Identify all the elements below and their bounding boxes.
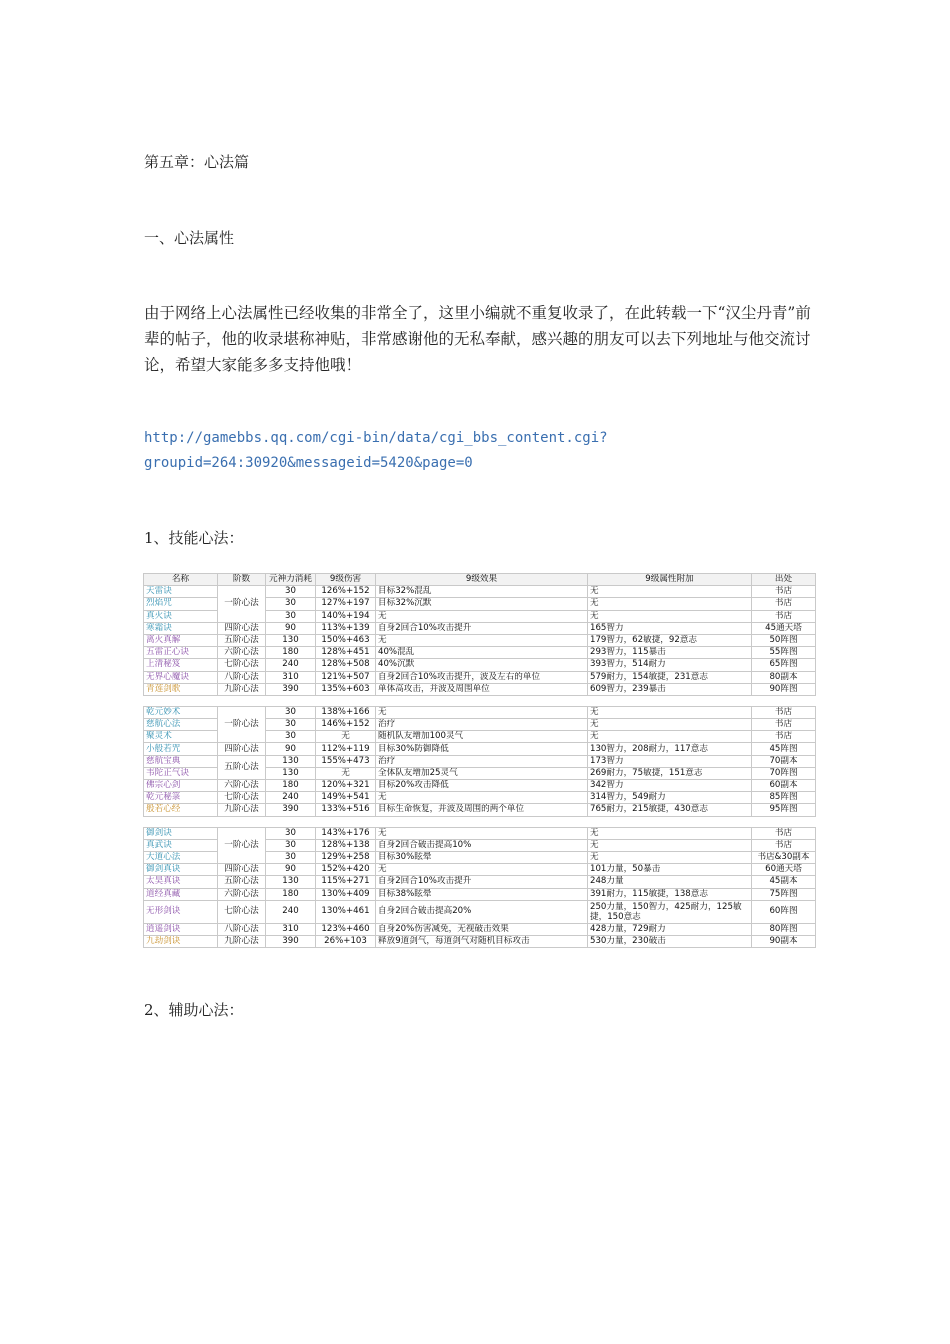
table-row <box>144 923 816 935</box>
cell-cost: 390 <box>266 804 316 816</box>
cell-damage: 113%+139 <box>316 622 376 634</box>
cell-cost: 130 <box>266 767 316 779</box>
cell-attribute: 165智力 <box>588 622 752 634</box>
cell-source: 书店 <box>752 610 816 622</box>
cell-effect: 全体队友增加25灵气 <box>376 767 588 779</box>
cell-attribute: 250力量，150智力，425耐力，125敏捷，150意志 <box>588 900 752 923</box>
cell-tier: 九阶心法 <box>218 683 266 695</box>
cell-effect: 无 <box>376 610 588 622</box>
cell-damage: 121%+507 <box>316 671 376 683</box>
cell-source: 书店 <box>752 598 816 610</box>
cell-name: 寒霜诀 <box>144 622 218 634</box>
table-row <box>144 622 816 634</box>
table-row <box>144 804 816 816</box>
cell-damage: 无 <box>316 767 376 779</box>
cell-name: 上清秘笈 <box>144 659 218 671</box>
source-link[interactable] <box>144 426 608 476</box>
cell-effect: 无 <box>376 706 588 718</box>
cell-damage: 126%+152 <box>316 586 376 598</box>
cell-attribute: 314智力，549耐力 <box>588 792 752 804</box>
cell-cost: 30 <box>266 827 316 839</box>
table-row <box>144 827 816 839</box>
cell-damage: 26%+103 <box>316 935 376 947</box>
cell-cost: 390 <box>266 935 316 947</box>
cell-source: 45阵图 <box>752 743 816 755</box>
cell-attribute: 无 <box>588 731 752 743</box>
source-link-line-2[interactable]: groupid=264:30920&messageid=5420&page=0 <box>144 455 473 471</box>
cell-effect: 释放9道剑气，每道剑气对随机目标攻击 <box>376 935 588 947</box>
cell-damage: 112%+119 <box>316 743 376 755</box>
cell-name: 御剑诀 <box>144 827 218 839</box>
cell-tier: 九阶心法 <box>218 804 266 816</box>
cell-name: 慈航心法 <box>144 719 218 731</box>
cell-source: 90副本 <box>752 935 816 947</box>
cell-name: 五雷正心诀 <box>144 647 218 659</box>
cell-attribute: 609智力，239暴击 <box>588 683 752 695</box>
cell-damage: 138%+166 <box>316 706 376 718</box>
cell-effect: 随机队友增加100灵气 <box>376 731 588 743</box>
cell-damage: 155%+473 <box>316 755 376 767</box>
source-link-line-1[interactable]: http://gamebbs.qq.com/cgi-bin/data/cgi_bbs_content.cgi? <box>144 430 608 446</box>
cell-effect: 单体高攻击，并波及周围单位 <box>376 683 588 695</box>
cell-cost: 30 <box>266 719 316 731</box>
cell-name: 太昊真诀 <box>144 876 218 888</box>
cell-tier: 九阶心法 <box>218 935 266 947</box>
cell-attribute: 无 <box>588 851 752 863</box>
header-name: 名称 <box>144 574 218 586</box>
cell-effect: 目标32%沉默 <box>376 598 588 610</box>
cell-damage: 133%+516 <box>316 804 376 816</box>
cell-damage: 129%+258 <box>316 851 376 863</box>
header-attribute: 9级属性附加 <box>588 574 752 586</box>
cell-effect: 自身2回合10%攻击提升，波及左右的单位 <box>376 671 588 683</box>
cell-tier: 四阶心法 <box>218 864 266 876</box>
cell-tier: 八阶心法 <box>218 671 266 683</box>
xinfa-attribute-table-image <box>143 573 815 948</box>
cell-damage: 115%+271 <box>316 876 376 888</box>
table-row <box>144 634 816 646</box>
cell-attribute: 393智力，514耐力 <box>588 659 752 671</box>
cell-source: 书店 <box>752 586 816 598</box>
table-row <box>144 683 816 695</box>
cell-effect: 40%混乱 <box>376 647 588 659</box>
cell-cost: 390 <box>266 683 316 695</box>
cell-cost: 310 <box>266 923 316 935</box>
cell-tier: 六阶心法 <box>218 780 266 792</box>
cell-name: 御剑真诀 <box>144 864 218 876</box>
header-source: 出处 <box>752 574 816 586</box>
table-row <box>144 647 816 659</box>
cell-source: 70阵图 <box>752 767 816 779</box>
cell-attribute: 579耐力，154敏捷，231意志 <box>588 671 752 683</box>
cell-tier: 七阶心法 <box>218 659 266 671</box>
cell-damage: 150%+463 <box>316 634 376 646</box>
cell-name: 慈航宝典 <box>144 755 218 767</box>
cell-damage: 128%+508 <box>316 659 376 671</box>
table-body <box>144 586 816 948</box>
header-damage: 9级伤害 <box>316 574 376 586</box>
cell-source: 80阵图 <box>752 923 816 935</box>
cell-tier: 八阶心法 <box>218 923 266 935</box>
cell-cost: 30 <box>266 586 316 598</box>
cell-attribute: 173智力 <box>588 755 752 767</box>
cell-effect: 治疗 <box>376 719 588 731</box>
table-row <box>144 900 816 923</box>
cell-damage: 149%+541 <box>316 792 376 804</box>
cell-cost: 90 <box>266 743 316 755</box>
cell-source: 书店 <box>752 827 816 839</box>
cell-tier: 五阶心法 <box>218 876 266 888</box>
cell-name: 烈焰咒 <box>144 598 218 610</box>
table-row <box>144 792 816 804</box>
table-row <box>144 671 816 683</box>
cell-cost: 90 <box>266 864 316 876</box>
cell-tier: 七阶心法 <box>218 900 266 923</box>
cell-attribute: 无 <box>588 706 752 718</box>
cell-source: 书店 <box>752 731 816 743</box>
cell-name: 乾元秘箓 <box>144 792 218 804</box>
group-spacer-cell <box>144 695 816 706</box>
cell-source: 书店&30副本 <box>752 851 816 863</box>
table-row <box>144 586 816 598</box>
cell-source: 50阵图 <box>752 634 816 646</box>
cell-tier: 一阶心法 <box>218 706 266 743</box>
cell-name: 九劫剑诀 <box>144 935 218 947</box>
cell-tier: 四阶心法 <box>218 622 266 634</box>
cell-effect: 目标38%眩晕 <box>376 888 588 900</box>
cell-cost: 240 <box>266 659 316 671</box>
cell-effect: 无 <box>376 864 588 876</box>
cell-attribute: 无 <box>588 598 752 610</box>
cell-damage: 127%+197 <box>316 598 376 610</box>
cell-cost: 90 <box>266 622 316 634</box>
cell-damage: 128%+138 <box>316 839 376 851</box>
cell-effect: 治疗 <box>376 755 588 767</box>
cell-attribute: 无 <box>588 827 752 839</box>
table-row <box>144 755 816 767</box>
cell-source: 85阵图 <box>752 792 816 804</box>
cell-source: 70副本 <box>752 755 816 767</box>
cell-source: 60副本 <box>752 780 816 792</box>
cell-source: 80副本 <box>752 671 816 683</box>
cell-cost: 30 <box>266 706 316 718</box>
table-header-row <box>144 574 816 586</box>
heading-aux-xinfa: 2、辅助心法： <box>144 1001 244 1019</box>
cell-attribute: 无 <box>588 839 752 851</box>
cell-source: 55阵图 <box>752 647 816 659</box>
cell-cost: 180 <box>266 647 316 659</box>
intro-paragraph: 由于网络上心法属性已经收集的非常全了，这里小编就不重复收录了，在此转载一下“汉尘丹青”前辈的帖子，他的收录堪称神贴，非常感谢他的无私奉献，感兴趣的朋友可以去下列地址与他交流讨论，希望大家能多多支持他哦！ <box>144 304 811 374</box>
cell-cost: 30 <box>266 610 316 622</box>
cell-attribute: 248力量 <box>588 876 752 888</box>
cell-effect: 无 <box>376 634 588 646</box>
cell-cost: 240 <box>266 900 316 923</box>
cell-attribute: 530力量，230破击 <box>588 935 752 947</box>
cell-cost: 180 <box>266 888 316 900</box>
cell-damage: 无 <box>316 731 376 743</box>
cell-attribute: 293智力，115暴击 <box>588 647 752 659</box>
cell-damage: 130%+409 <box>316 888 376 900</box>
cell-attribute: 无 <box>588 719 752 731</box>
table-row <box>144 876 816 888</box>
cell-source: 45副本 <box>752 876 816 888</box>
cell-tier: 四阶心法 <box>218 743 266 755</box>
table-row <box>144 935 816 947</box>
cell-name: 般若心经 <box>144 804 218 816</box>
cell-name: 无形剑诀 <box>144 900 218 923</box>
cell-name: 大道心法 <box>144 851 218 863</box>
cell-effect: 目标30%防御降低 <box>376 743 588 755</box>
section-title: 一、心法属性 <box>144 229 235 247</box>
cell-source: 60通天塔 <box>752 864 816 876</box>
cell-effect: 目标32%混乱 <box>376 586 588 598</box>
cell-name: 真武诀 <box>144 839 218 851</box>
header-cost: 元神力消耗 <box>266 574 316 586</box>
chapter-title: 第五章：心法篇 <box>144 153 250 171</box>
group-spacer-row <box>144 816 816 827</box>
cell-name: 青莲剑歌 <box>144 683 218 695</box>
cell-damage: 135%+603 <box>316 683 376 695</box>
cell-tier: 七阶心法 <box>218 792 266 804</box>
cell-name: 小般若咒 <box>144 743 218 755</box>
cell-effect: 40%沉默 <box>376 659 588 671</box>
cell-attribute: 无 <box>588 586 752 598</box>
cell-tier: 一阶心法 <box>218 827 266 864</box>
cell-damage: 140%+194 <box>316 610 376 622</box>
cell-cost: 130 <box>266 876 316 888</box>
cell-cost: 240 <box>266 792 316 804</box>
cell-tier: 六阶心法 <box>218 647 266 659</box>
cell-name: 真火诀 <box>144 610 218 622</box>
group-spacer-row <box>144 695 816 706</box>
cell-damage: 146%+152 <box>316 719 376 731</box>
cell-tier: 一阶心法 <box>218 586 266 623</box>
cell-name: 佛宗心剑 <box>144 780 218 792</box>
cell-effect: 自身2回合10%攻击提升 <box>376 876 588 888</box>
table-row <box>144 888 816 900</box>
cell-name: 天雷诀 <box>144 586 218 598</box>
group-spacer-cell <box>144 816 816 827</box>
cell-attribute: 269耐力，75敏捷，151意志 <box>588 767 752 779</box>
cell-name: 逍遥剑诀 <box>144 923 218 935</box>
cell-effect: 无 <box>376 792 588 804</box>
cell-cost: 30 <box>266 731 316 743</box>
cell-effect: 目标30%眩晕 <box>376 851 588 863</box>
cell-source: 90阵图 <box>752 683 816 695</box>
cell-damage: 143%+176 <box>316 827 376 839</box>
cell-damage: 120%+321 <box>316 780 376 792</box>
cell-source: 书店 <box>752 719 816 731</box>
cell-effect: 自身2回合破击提高10% <box>376 839 588 851</box>
cell-effect: 自身2回合破击提高20% <box>376 900 588 923</box>
cell-effect: 无 <box>376 827 588 839</box>
cell-attribute: 765耐力，215敏捷，430意志 <box>588 804 752 816</box>
cell-attribute: 179智力，62敏捷，92意志 <box>588 634 752 646</box>
cell-source: 60阵图 <box>752 900 816 923</box>
cell-damage: 130%+461 <box>316 900 376 923</box>
header-tier: 阶数 <box>218 574 266 586</box>
header-effect: 9级效果 <box>376 574 588 586</box>
cell-damage: 128%+451 <box>316 647 376 659</box>
cell-name: 无界心魔诀 <box>144 671 218 683</box>
cell-tier: 五阶心法 <box>218 634 266 646</box>
table-row <box>144 706 816 718</box>
cell-cost: 130 <box>266 634 316 646</box>
table-row <box>144 743 816 755</box>
cell-effect: 目标生命恢复，并波及周围的两个单位 <box>376 804 588 816</box>
cell-cost: 30 <box>266 851 316 863</box>
cell-attribute: 391耐力，115敏捷，138意志 <box>588 888 752 900</box>
cell-name: 聚灵术 <box>144 731 218 743</box>
cell-source: 95阵图 <box>752 804 816 816</box>
cell-attribute: 342智力 <box>588 780 752 792</box>
cell-effect: 自身20%伤害减免，无视破击效果 <box>376 923 588 935</box>
cell-damage: 123%+460 <box>316 923 376 935</box>
heading-skill-xinfa: 1、技能心法： <box>144 529 244 547</box>
cell-tier: 六阶心法 <box>218 888 266 900</box>
xinfa-attribute-table <box>143 573 816 948</box>
cell-name: 韦陀正气诀 <box>144 767 218 779</box>
cell-attribute: 428力量，729耐力 <box>588 923 752 935</box>
cell-effect: 自身2回合10%攻击提升 <box>376 622 588 634</box>
cell-name: 离火真解 <box>144 634 218 646</box>
table-row <box>144 864 816 876</box>
cell-attribute: 130智力，208耐力，117意志 <box>588 743 752 755</box>
cell-source: 书店 <box>752 706 816 718</box>
cell-cost: 180 <box>266 780 316 792</box>
cell-source: 45通天塔 <box>752 622 816 634</box>
cell-cost: 30 <box>266 598 316 610</box>
cell-source: 75阵图 <box>752 888 816 900</box>
cell-damage: 152%+420 <box>316 864 376 876</box>
table-row <box>144 780 816 792</box>
cell-effect: 目标20%攻击降低 <box>376 780 588 792</box>
cell-attribute: 101力量，50暴击 <box>588 864 752 876</box>
cell-name: 乾元妙术 <box>144 706 218 718</box>
cell-tier: 五阶心法 <box>218 755 266 779</box>
cell-source: 书店 <box>752 839 816 851</box>
cell-source: 65阵图 <box>752 659 816 671</box>
cell-name: 道经真藏 <box>144 888 218 900</box>
cell-cost: 130 <box>266 755 316 767</box>
cell-cost: 310 <box>266 671 316 683</box>
cell-cost: 30 <box>266 839 316 851</box>
table-row <box>144 659 816 671</box>
cell-attribute: 无 <box>588 610 752 622</box>
